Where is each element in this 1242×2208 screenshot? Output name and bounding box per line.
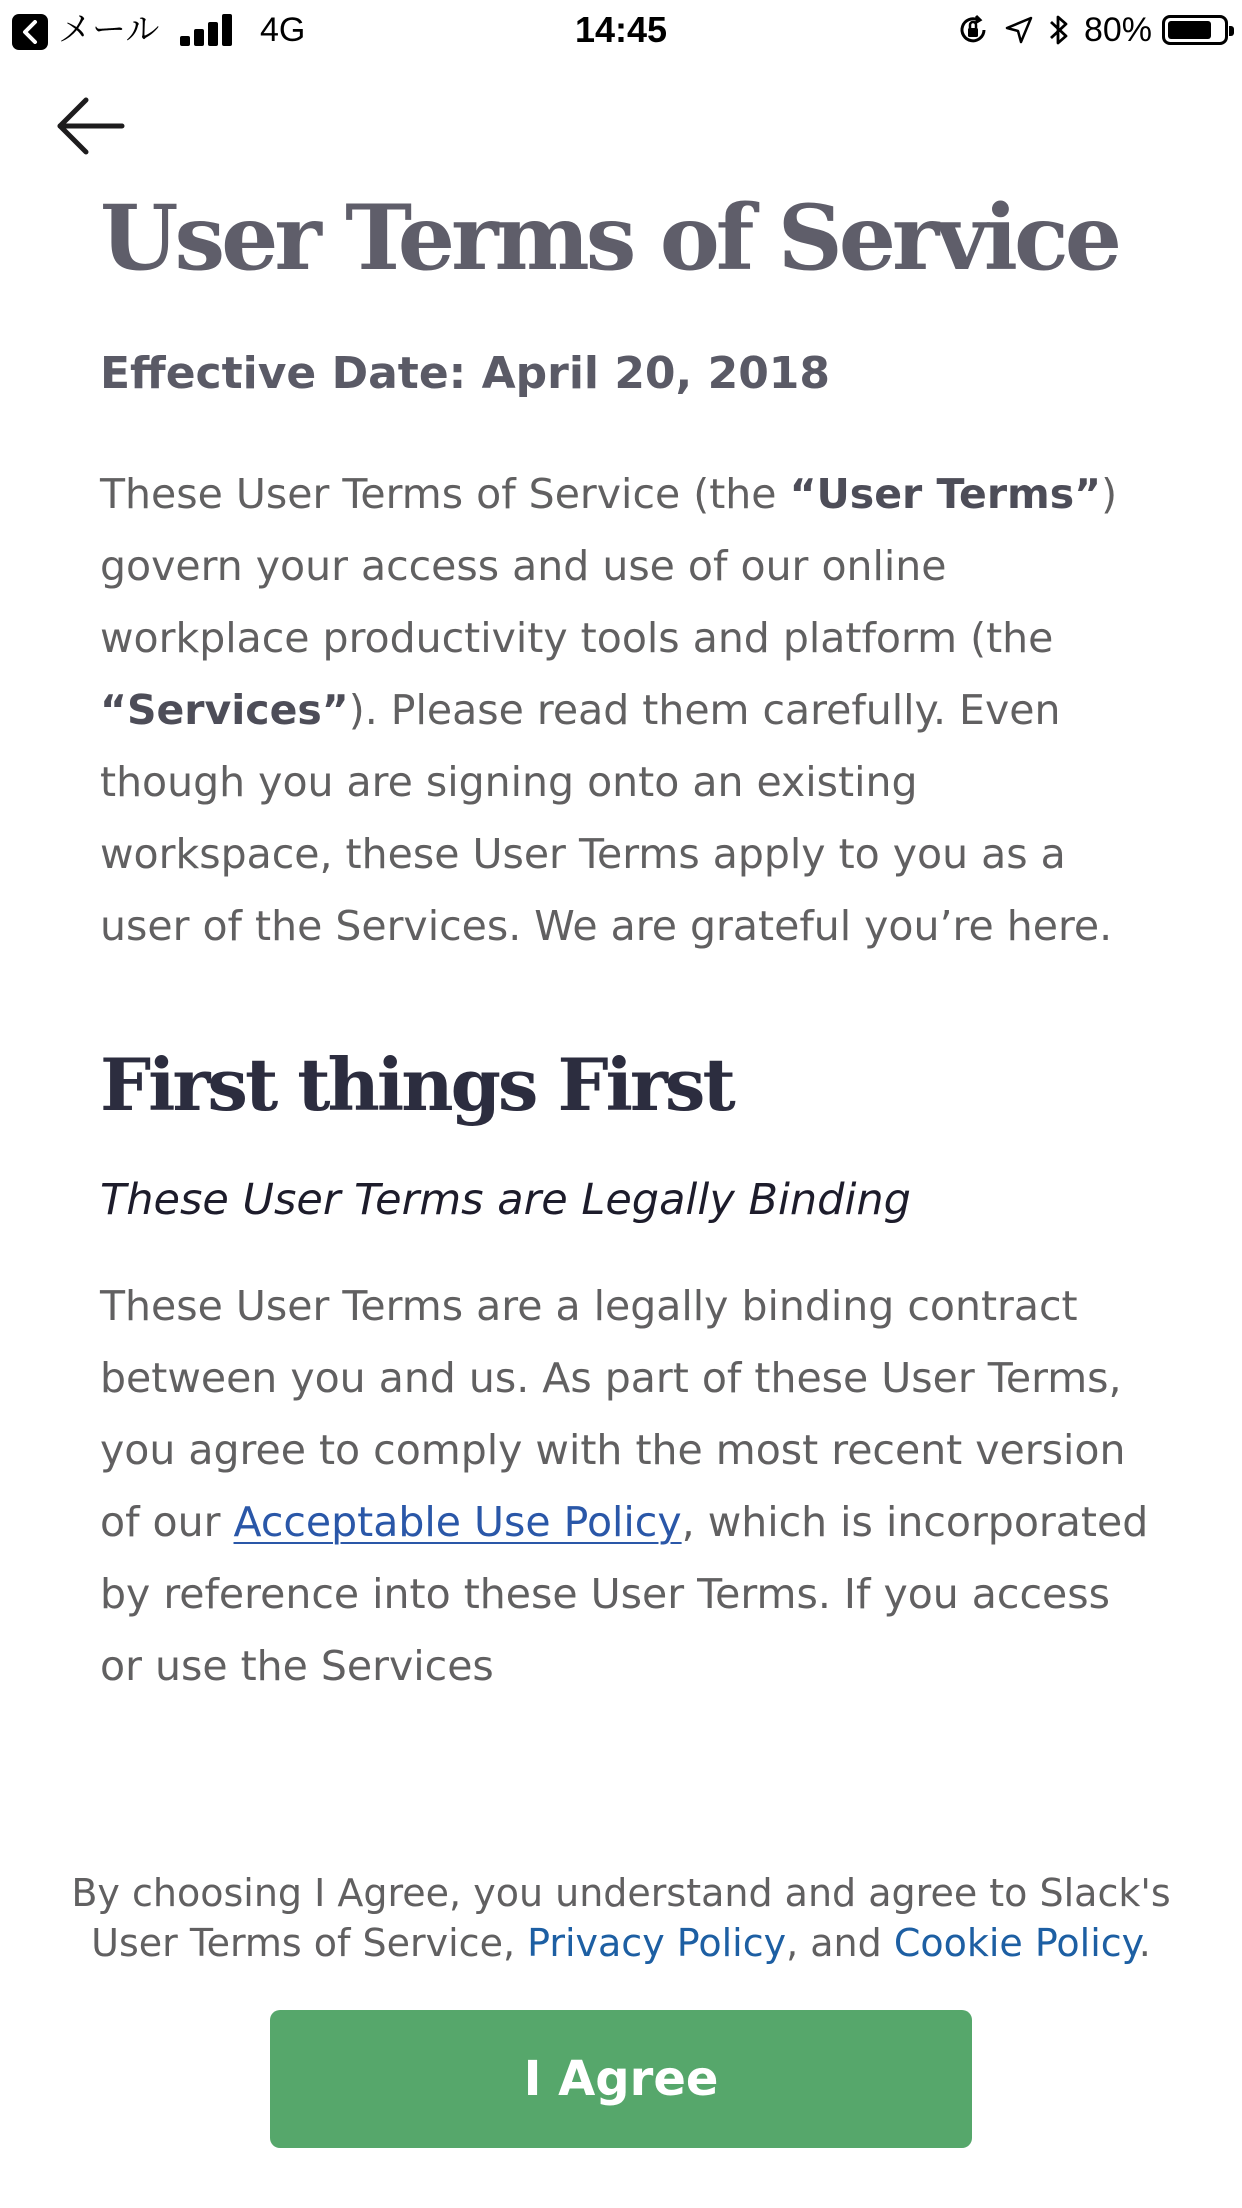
effective-date: Effective Date: April 20, 2018: [100, 348, 831, 399]
i-agree-button[interactable]: I Agree: [270, 2010, 972, 2148]
battery-level-fill: [1168, 21, 1211, 39]
privacy-policy-link[interactable]: Privacy Policy: [527, 1921, 787, 1965]
user-terms-term: “User Terms”: [789, 470, 1102, 518]
back-chevron-icon: [20, 20, 40, 44]
consent-text-3: .: [1138, 1921, 1151, 1965]
binding-text-2: , which is incorporated by reference into these User Terms. If you access or use the Services: [100, 1498, 1149, 1690]
section-subheading: These User Terms are Legally Binding: [100, 1175, 911, 1225]
terms-document: [100, 180, 1150, 1702]
intro-text-2: ) govern your access and use of our online workplace productivity tools and platform (the: [100, 470, 1118, 662]
back-to-app-button[interactable]: [12, 14, 48, 50]
consent-text: [60, 1868, 1182, 1968]
consent-panel: [0, 1776, 1242, 2208]
consent-text-2: , and: [786, 1921, 894, 1965]
status-time: 14:45: [574, 9, 668, 50]
signal-bars-icon: [180, 14, 234, 46]
battery-percent: 80%: [1083, 11, 1152, 49]
bluetooth-icon: [1048, 12, 1070, 48]
services-term: “Services”: [100, 686, 349, 734]
network-type: 4G: [260, 11, 306, 49]
page-title: User Terms of Service: [100, 185, 1119, 291]
consent-text-1: By choosing I Agree, you understand and agree to Slack's User Terms of Service,: [71, 1871, 1171, 1965]
battery-cap: [1229, 26, 1234, 36]
status-right-group: [956, 10, 1228, 50]
status-bar: [0, 0, 1242, 62]
back-button[interactable]: [52, 92, 132, 164]
arrow-left-icon: [52, 92, 132, 164]
orientation-lock-icon: [956, 13, 990, 47]
acceptable-use-policy-link[interactable]: Acceptable Use Policy: [233, 1498, 682, 1546]
binding-text-1: These User Terms are a legally binding contract between you and us. As part of these User Terms, you agree to comply with the most recent version of our: [100, 1282, 1126, 1546]
cookie-policy-link[interactable]: Cookie Policy: [893, 1921, 1139, 1965]
location-arrow-icon: [1004, 15, 1034, 45]
binding-paragraph: [100, 1270, 1150, 1702]
intro-text-3: ). Please read them carefully. Even though you are signing onto an existing workspace, these User Terms apply to you as a user of the Services. We are grateful you’re here.: [100, 686, 1113, 950]
battery-icon: [1162, 15, 1228, 45]
intro-text-1: These User Terms of Service (the: [100, 470, 790, 518]
back-app-label: メール: [58, 11, 160, 49]
intro-paragraph: [100, 458, 1150, 962]
section-heading: First things First: [100, 1042, 733, 1127]
scroll-fade: [0, 1700, 1242, 1778]
